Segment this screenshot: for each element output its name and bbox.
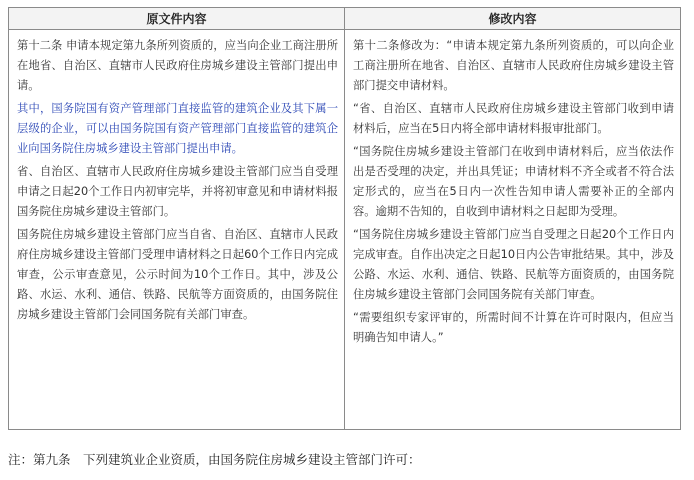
comparison-table: [8, 7, 681, 430]
original-paragraph: 国务院住房城乡建设主管部门应当自省、自治区、直辖市人民政府住房城乡建设主管部门受理申请材料之日起60个工作日内完成审查，公示审查意见，公示时间为10个工作日。其中，涉及公路、水运、水利、通信、铁路、民航等方面资质的，由国务院住房城乡建设主管部门会同国务院有关部门审查。: [17, 228, 338, 321]
footnote: 注：第九条 下列建筑业企业资质，由国务院住房城乡建设主管部门许可：: [8, 452, 421, 467]
revised-paragraph: “省、自治区、直辖市人民政府住房城乡建设主管部门收到申请材料后，应当在5日内将全部申请材料报审批部门。: [353, 102, 674, 135]
revised-paragraph: 第十二条修改为：“申请本规定第九条所列资质的，可以向企业工商注册所在地省、自治区、直辖市人民政府住房城乡建设主管部门提交申请材料。: [353, 39, 674, 92]
table-header-row: [9, 8, 680, 30]
original-paragraph: 省、自治区、直辖市人民政府住房城乡建设主管部门应当自受理申请之日起20个工作日内初审完毕，并将初审意见和申请材料报国务院住房城乡建设主管部门。: [17, 165, 338, 218]
revised-paragraph: “国务院住房城乡建设主管部门在收到申请材料后，应当依法作出是否受理的决定，并出具凭证；申请材料不齐全或者不符合法定形式的，应当在5日内一次性告知申请人需要补正的全部内容。逾期不告知的，自收到申请材料之日起即为受理。: [353, 145, 674, 218]
original-paragraph-highlighted: 其中，国务院国有资产管理部门直接监管的建筑企业及其下属一层级的企业，可以由国务院国有资产管理部门直接监管的建筑企业向国务院住房城乡建设主管部门提出申请。: [17, 102, 338, 155]
revised-paragraph: “国务院住房城乡建设主管部门应当自受理之日起20个工作日内完成审查。自作出决定之日起10日内公告审批结果。其中，涉及公路、水运、水利、通信、铁路、民航等方面资质的，由国务院住房城乡建设主管部门会同国务院有关部门审查。: [353, 228, 674, 301]
original-paragraph: 第十二条 申请本规定第九条所列资质的，应当向企业工商注册所在地省、自治区、直辖市人民政府住房城乡建设主管部门提出申请。: [17, 39, 338, 92]
table-body-row: [9, 30, 680, 429]
original-content-cell: [9, 30, 344, 429]
header-original-content: 原文件内容: [146, 11, 207, 26]
header-revised-content: 修改内容: [344, 8, 680, 29]
revised-paragraph: “需要组织专家评审的，所需时间不计算在许可时限内，但应当明确告知申请人。”: [353, 311, 674, 344]
revised-content-cell: [344, 30, 680, 429]
